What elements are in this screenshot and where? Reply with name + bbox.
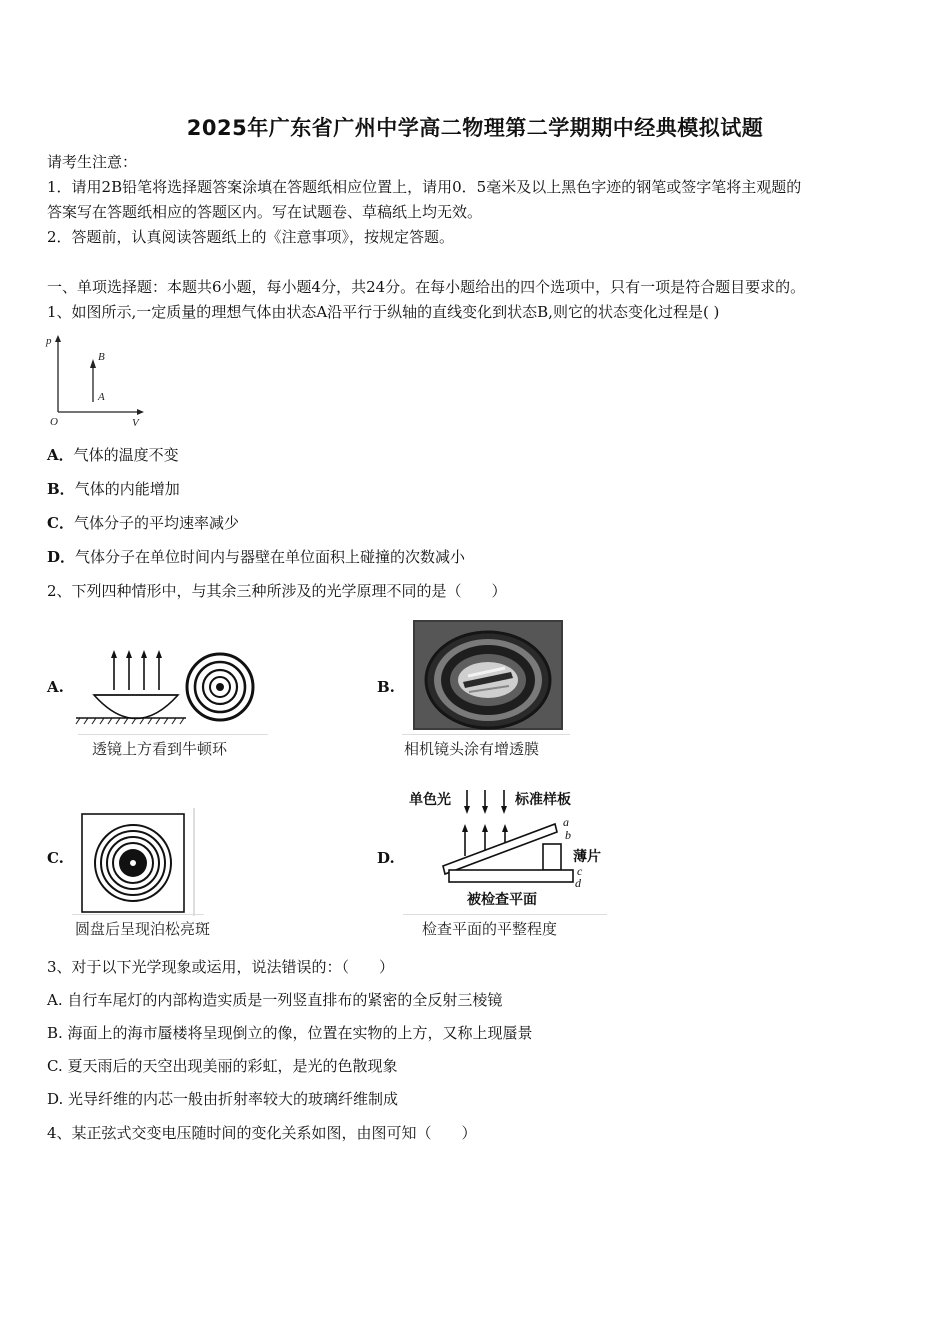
q1-option-a — [47, 445, 179, 465]
label-a: a — [563, 815, 569, 829]
graph-point-a: A — [98, 391, 105, 403]
q1-option-b — [47, 479, 180, 499]
fig-d-rule — [403, 914, 607, 915]
option-letter: C． — [47, 514, 74, 532]
notice-line-2: 2．答题前，认真阅读答题纸上的《注意事项》，按规定答题。 — [47, 228, 455, 246]
label-c: c — [577, 864, 583, 878]
q2-fig-b-letter: B. — [377, 678, 395, 696]
q3-option-c: C. 夏天雨后的天空出现美丽的彩虹，是光的色散现象 — [47, 1057, 398, 1075]
camera-lens-photo — [413, 620, 563, 730]
fig-c-rule — [72, 914, 204, 915]
poisson-spot-figure — [78, 808, 198, 918]
fig-b-rule — [402, 734, 570, 735]
graph-x-label: V — [132, 417, 139, 429]
option-letter: D． — [47, 548, 76, 566]
option-text: 气体的内能增加 — [74, 480, 180, 498]
option-text: 气体分子的平均速率减少 — [73, 514, 239, 532]
section-heading: 一、单项选择题：本题共6小题，每小题4分，共24分。在每小题给出的四个选项中，只有一项是符合题目要求的。 — [47, 278, 806, 296]
q3-option-d: D. 光导纤维的内芯一般由折射率较大的玻璃纤维制成 — [47, 1090, 399, 1108]
label-d: d — [575, 876, 581, 890]
graph-origin: O — [50, 416, 58, 428]
question-2-stem: 2、下列四种情形中，与其余三种所涉及的光学原理不同的是（ ） — [47, 582, 507, 600]
label-b: b — [565, 828, 571, 842]
label-monochrome-light: 单色光 — [409, 792, 451, 808]
q1-option-c — [47, 513, 239, 533]
option-text: 气体的温度不变 — [73, 446, 179, 464]
notice-line-1: 1．请用2B铅笔将选择题答案涂填在答题纸相应位置上，请用0．5毫米及以上黑色字迹的钢笔或签字笔将主观题的 — [47, 178, 802, 196]
notice-line-1b: 答案写在答题纸相应的答题区内。写在试题卷、草稿纸上均无效。 — [47, 203, 483, 221]
fig-a-rule — [78, 734, 268, 735]
q1-option-d — [47, 547, 465, 567]
q2-fig-d-caption: 检查平面的平整程度 — [422, 920, 558, 938]
option-text: 气体分子在单位时间内与器壁在单位面积上碰撞的次数减小 — [75, 548, 466, 566]
page-title: 2025年广东省广州中学高二物理第二学期期中经典模拟试题 — [186, 116, 764, 140]
newton-rings-figure — [74, 650, 274, 732]
question-1-stem: 1、如图所示,一定质量的理想气体由状态A沿平行于纵轴的直线变化到状态B,则它的状态变化过程是( ) — [47, 303, 720, 321]
label-thin-sheet: 薄片 — [573, 849, 601, 865]
q2-fig-b-caption: 相机镜头涂有增透膜 — [404, 740, 540, 758]
q2-fig-d-letter: D. — [377, 849, 395, 867]
q2-fig-c-letter: C. — [47, 849, 64, 867]
option-letter: A． — [47, 446, 74, 464]
label-standard-plate: 标准样板 — [515, 792, 571, 808]
q2-fig-a-caption: 透镜上方看到牛顿环 — [92, 740, 228, 758]
q2-fig-c-caption: 圆盘后呈现泊松亮斑 — [75, 920, 211, 938]
graph-point-b: B — [98, 351, 105, 363]
question-4-stem: 4、某正弦式交变电压随时间的变化关系如图，由图可知（ ） — [47, 1124, 477, 1142]
flatness-check-figure — [405, 784, 610, 914]
label-checked-plane: 被检查平面 — [467, 892, 537, 908]
graph-y-label: p — [46, 335, 52, 347]
option-letter: B． — [47, 480, 75, 498]
notice-heading: 请考生注意： — [47, 153, 138, 171]
question-3-stem: 3、对于以下光学现象或运用，说法错误的：（ ） — [47, 958, 395, 976]
q2-fig-a-letter: A. — [47, 678, 64, 696]
q3-option-a: A. 自行车尾灯的内部构造实质是一列竖直排布的紧密的全反射三棱镜 — [47, 991, 503, 1009]
q3-option-b: B. 海面上的海市蜃楼将呈现倒立的像，位置在实物的上方，又称上现蜃景 — [47, 1024, 533, 1042]
q1-pv-graph — [44, 332, 154, 432]
